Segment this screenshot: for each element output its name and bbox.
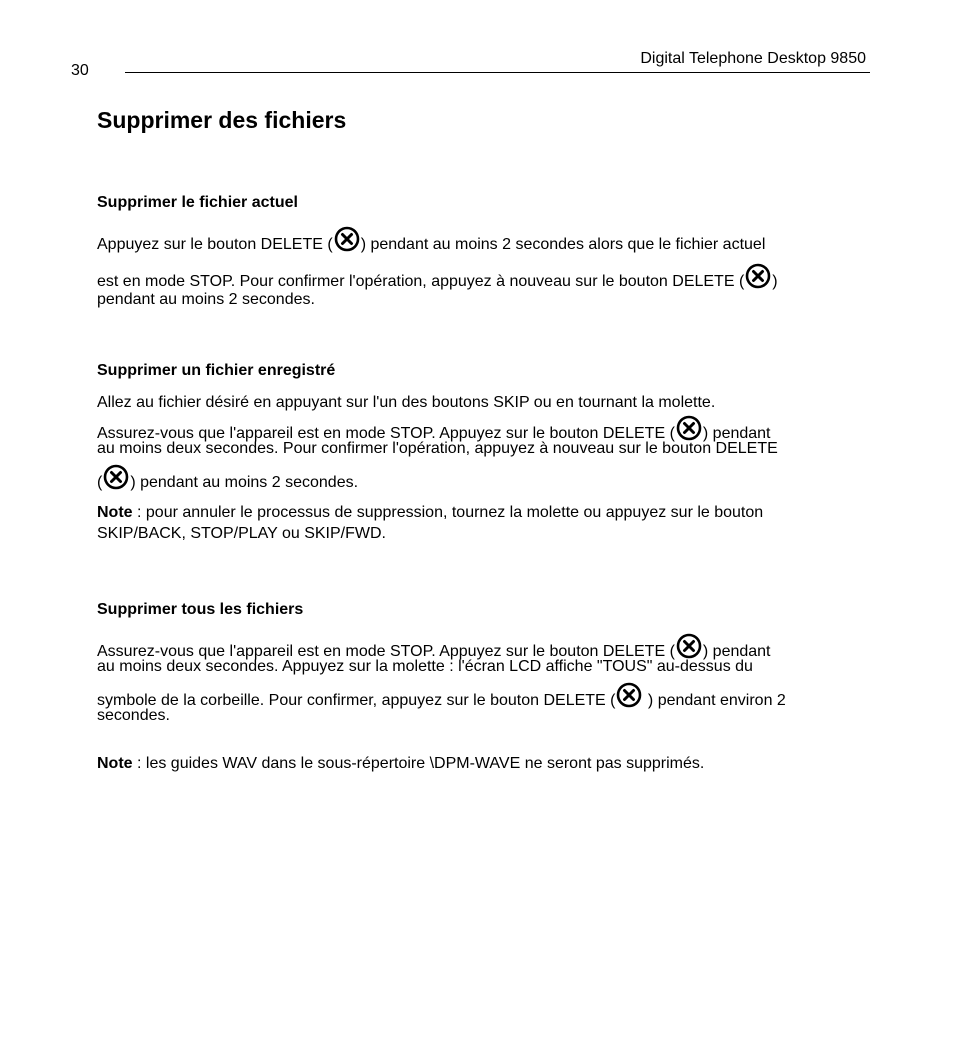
page-title: Supprimer des fichiers <box>97 107 347 133</box>
section-heading-recorded-file: Supprimer un fichier enregistré <box>97 362 336 379</box>
paragraph-select-file: Allez au fichier désiré en appuyant sur l'un des boutons SKIP ou en tournant la molette. <box>97 394 716 411</box>
delete-button-icon <box>334 226 360 252</box>
note-cancel: Note : pour annuler le processus de suppression, tournez la molette ou appuyez sur le bouton SKIP/BACK, STOP/PLAY ou SKIP/FWD. <box>97 504 764 542</box>
note-wav-guides: Note : les guides WAV dans le sous-répertoire \DPM-WAVE ne seront pas supprimés. <box>97 755 705 772</box>
section-heading-all-files: Supprimer tous les fichiers <box>97 601 304 618</box>
section-heading-current-file: Supprimer le fichier actuel <box>97 194 298 211</box>
paragraph-delete-recorded: Assurez-vous que l'appareil est en mode STOP. Appuyez sur le bouton DELETE ( ) pendant au moins deux secondes. Pour confirmer l'opération, appuyez à nouveau sur le bouton DELETE ( ) pendant au moins 2 secondes. <box>97 415 887 493</box>
header-rule <box>125 72 870 73</box>
page-number: 30 <box>71 62 89 79</box>
paragraph-current-file: Appuyez sur le bouton DELETE ( ) pendant au moins 2 secondes alors que le fichier actuel est en mode STOP. Pour confirmer l'opération, appuyez à nouveau sur le bouton DELETE ( ) pendant au moins 2 secondes. <box>97 226 887 312</box>
document-title: Digital Telephone Desktop 9850 <box>640 50 866 67</box>
delete-button-icon <box>103 464 129 490</box>
paragraph-delete-all: Assurez-vous que l'appareil est en mode STOP. Appuyez sur le bouton DELETE ( ) pendant au moins deux secondes. Appuyez sur la molette : l'écran LCD affiche "TOUS" au-dessus du symbole de la corbeille. Pour confirmer, appuyez sur le bouton DELETE ( ) pendant environ 2 secondes. <box>97 633 887 726</box>
delete-button-icon <box>616 682 642 708</box>
delete-button-icon <box>745 263 771 289</box>
